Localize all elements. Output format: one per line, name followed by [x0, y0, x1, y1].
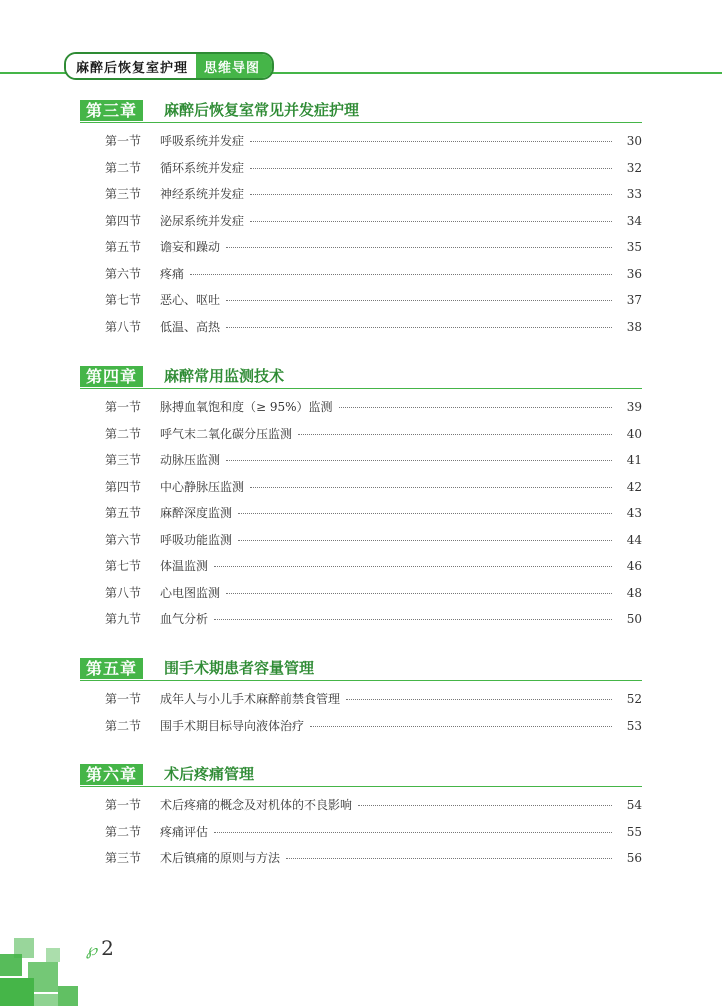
page-number: 40: [626, 426, 642, 441]
chapter-4: [80, 366, 642, 633]
entry-list: [80, 128, 642, 340]
section-number: 第一节: [105, 134, 142, 148]
section-number: 第三节: [105, 851, 142, 865]
section-title: 成年人与小儿手术麻醉前禁食管理: [160, 692, 341, 706]
chapter-title: 麻醉后恢复室常见并发症护理: [164, 101, 360, 119]
leader-dots: [214, 619, 612, 620]
section-title: 呼吸功能监测: [160, 532, 233, 547]
leader-dots: [298, 434, 612, 435]
section-title: 低温、高热: [160, 319, 221, 334]
page-number: 48: [626, 585, 642, 600]
section-title: 疼痛评估: [160, 824, 209, 839]
page-number: 52: [626, 692, 642, 706]
page-number: 54: [626, 798, 642, 812]
toc-entry[interactable]: [80, 314, 642, 341]
page-number: 34: [626, 213, 642, 228]
section-number: 第二节: [105, 718, 142, 733]
chapter-number: 第四章: [80, 366, 143, 387]
section-title: 神经系统并发症: [160, 187, 245, 201]
leader-dots: [226, 460, 612, 461]
leader-dots: [358, 805, 612, 806]
book-title: 麻醉后恢复室护理: [66, 54, 196, 78]
section-title: 动脉压监测: [160, 453, 221, 467]
series-label: 思维导图: [196, 54, 272, 78]
page-number: 55: [626, 824, 642, 839]
section-title: 谵妄和躁动: [160, 240, 221, 254]
chapter-heading: [80, 658, 642, 681]
section-number: 第八节: [105, 585, 142, 600]
page-number: 38: [626, 319, 642, 334]
decorative-square: [46, 948, 60, 962]
toc-entry[interactable]: [80, 261, 642, 288]
leader-dots: [226, 327, 612, 328]
leader-dots: [286, 858, 612, 859]
section-number: 第二节: [105, 160, 142, 175]
page-number: 43: [626, 506, 642, 520]
toc-entry[interactable]: [80, 447, 642, 474]
page-number: 39: [626, 400, 642, 414]
leader-dots: [250, 487, 612, 488]
section-number: 第六节: [105, 532, 142, 547]
toc-entry[interactable]: [80, 819, 642, 846]
chapter-heading: [80, 366, 642, 389]
page-number: 30: [626, 134, 642, 148]
section-title: 术后镇痛的原则与方法: [160, 851, 281, 865]
decorative-square: [58, 986, 78, 1006]
folio-number: 2: [101, 936, 114, 960]
toc-entry[interactable]: [80, 500, 642, 527]
chapter-title: 围手术期患者容量管理: [164, 659, 315, 677]
leader-dots: [339, 407, 612, 408]
section-number: 第七节: [105, 559, 142, 573]
toc-entry[interactable]: [80, 128, 642, 155]
leader-dots: [250, 194, 612, 195]
leader-dots: [226, 593, 612, 594]
section-title: 心电图监测: [160, 585, 221, 600]
section-number: 第四节: [105, 479, 142, 494]
leader-dots: [310, 726, 612, 727]
leader-dots: [214, 832, 612, 833]
running-header: [64, 52, 274, 80]
toc-entry[interactable]: [80, 792, 642, 819]
section-title: 血气分析: [160, 612, 209, 626]
toc-entry[interactable]: [80, 845, 642, 872]
chapter-5: [80, 658, 642, 739]
toc-entry[interactable]: [80, 713, 642, 740]
section-number: 第九节: [105, 612, 142, 626]
chapter-number: 第六章: [80, 764, 143, 785]
section-number: 第二节: [105, 426, 142, 441]
page-number: 50: [626, 612, 642, 626]
section-title: 泌尿系统并发症: [160, 213, 245, 228]
chapter-number: 第三章: [80, 100, 143, 121]
toc-entry[interactable]: [80, 208, 642, 235]
toc-entry[interactable]: [80, 686, 642, 713]
decorative-square: [14, 938, 34, 958]
section-title: 体温监测: [160, 559, 209, 573]
section-number: 第四节: [105, 213, 142, 228]
page-number: 41: [626, 453, 642, 467]
toc-entry[interactable]: [80, 606, 642, 633]
page-number: 37: [626, 293, 642, 307]
page-number: 44: [626, 532, 642, 547]
section-number: 第一节: [105, 798, 142, 812]
page-number: 56: [626, 851, 642, 865]
section-number: 第五节: [105, 240, 142, 254]
leader-dots: [226, 247, 612, 248]
section-number: 第三节: [105, 187, 142, 201]
chapter-title: 麻醉常用监测技术: [164, 367, 285, 385]
entry-list: [80, 686, 642, 739]
section-number: 第六节: [105, 266, 142, 281]
section-title: 麻醉深度监测: [160, 506, 233, 520]
section-title: 脉搏血氧饱和度（≥ 95%）监测: [160, 400, 333, 414]
entry-list: [80, 394, 642, 633]
leader-dots: [250, 141, 612, 142]
toc-entry[interactable]: [80, 234, 642, 261]
toc-entry[interactable]: [80, 474, 642, 501]
section-title: 恶心、呕吐: [160, 293, 221, 307]
section-number: 第一节: [105, 400, 142, 414]
page-number: 33: [626, 187, 642, 201]
page-number: 42: [626, 479, 642, 494]
toc-entry[interactable]: [80, 155, 642, 182]
section-number: 第一节: [105, 692, 142, 706]
entry-list: [80, 792, 642, 872]
section-title: 循环系统并发症: [160, 160, 245, 175]
chapter-number: 第五章: [80, 658, 143, 679]
toc-entry[interactable]: [80, 580, 642, 607]
chapter-6: [80, 764, 642, 872]
chapter-heading: [80, 764, 642, 787]
toc-entry[interactable]: [80, 421, 642, 448]
decorative-square: [34, 994, 58, 1006]
page-number: 36: [626, 266, 642, 281]
chapter-title: 术后疼痛管理: [164, 765, 255, 783]
page-number: 35: [626, 240, 642, 254]
section-title: 呼吸系统并发症: [160, 134, 245, 148]
toc-entry[interactable]: [80, 394, 642, 421]
leader-dots: [190, 274, 612, 275]
page-footer: [86, 936, 114, 960]
section-title: 疼痛: [160, 266, 185, 281]
section-number: 第五节: [105, 506, 142, 520]
leader-dots: [238, 540, 612, 541]
page-number: 32: [626, 160, 642, 175]
leader-dots: [226, 300, 612, 301]
section-title: 围手术期目标导向液体治疗: [160, 718, 305, 733]
chapter-3: [80, 100, 642, 340]
decorative-square: [0, 978, 34, 1006]
page-number: 46: [626, 559, 642, 573]
leader-dots: [250, 221, 612, 222]
section-number: 第三节: [105, 453, 142, 467]
section-number: 第二节: [105, 824, 142, 839]
toc-entry[interactable]: [80, 553, 642, 580]
section-title: 呼气末二氧化碳分压监测: [160, 426, 293, 441]
chapter-heading: [80, 100, 642, 123]
section-number: 第八节: [105, 319, 142, 334]
section-title: 术后疼痛的概念及对机体的不良影响: [160, 798, 353, 812]
toc-entry[interactable]: [80, 527, 642, 554]
toc-entry[interactable]: [80, 181, 642, 208]
leader-dots: [238, 513, 612, 514]
leader-dots: [346, 699, 612, 700]
leader-dots: [214, 566, 612, 567]
leader-dots: [250, 168, 612, 169]
toc-entry[interactable]: [80, 287, 642, 314]
section-title: 中心静脉压监测: [160, 479, 245, 494]
page-number: 53: [626, 718, 642, 733]
leaf-icon: ℘: [86, 940, 98, 959]
section-number: 第七节: [105, 293, 142, 307]
